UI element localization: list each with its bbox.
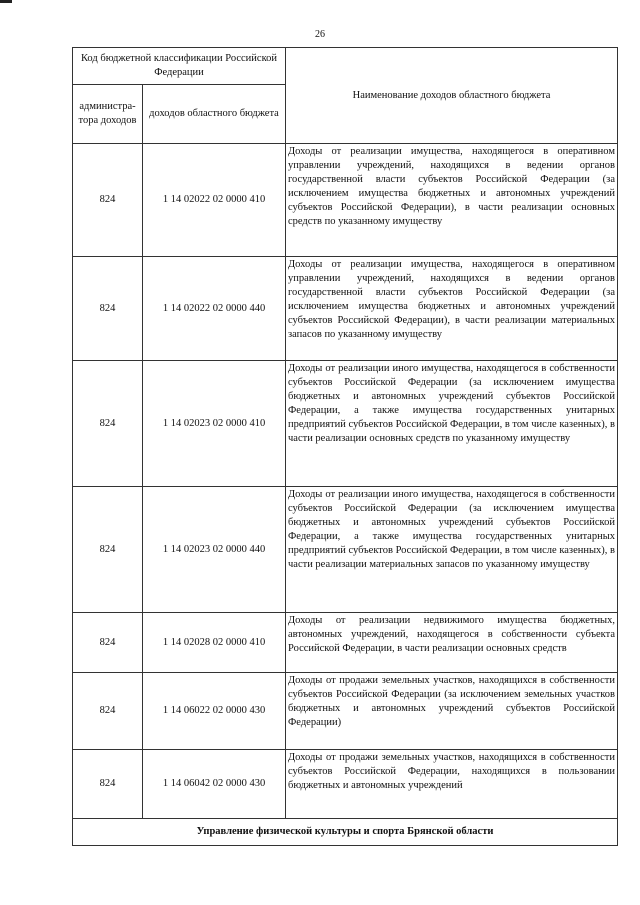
admin-code-cell: 824 [73,144,143,257]
header-budget-classification: Код бюджетной классификации Российской Федерации [73,48,286,85]
header-revenue-code: доходов областного бюджета [143,85,286,144]
revenue-table [72,47,618,846]
revenue-code-cell: 1 14 02023 02 0000 440 [143,487,286,613]
revenue-code-cell: 1 14 06042 02 0000 430 [143,750,286,819]
section-title: Управление физической культуры и спорта Брянской области [73,819,618,846]
table-row [73,673,618,750]
page-number: 26 [315,29,325,40]
revenue-name-cell: Доходы от реализации имущества, находящегося в оперативном управлении учреждений, находящихся в ведении органов государственной власти субъектов Российской Федерации (за исключением имущества бюджетных и автономных учреждений субъектов Российской Федерации), в части реализации основных средств по указанному имуществу [286,144,618,257]
revenue-name-cell: Доходы от реализации недвижимого имущества бюджетных, автономных учреждений, находящегося в собственности субъекта Российской Федерации, в части реализации основных средств [286,613,618,673]
revenue-name-cell: Доходы от продажи земельных участков, находящихся в собственности субъектов Российской Федерации, находящихся в пользовании бюджетных и автономных учреждений [286,750,618,819]
admin-code-cell: 824 [73,613,143,673]
revenue-name-cell: Доходы от реализации имущества, находящегося в оперативном управлении учреждений, находящихся в ведении органов государственной власти субъектов Российской Федерации (за исключением имущества бюджетных и автономных учреждений субъектов Российской Федерации), в части реализации материальных запасов по указанному имуществу [286,257,618,361]
revenue-name-cell: Доходы от продажи земельных участков, находящихся в собственности субъектов Российской Федерации (за исключением земельных участков бюджетных и автономных учреждений субъектов Российской Федерации) [286,673,618,750]
admin-code-cell: 824 [73,750,143,819]
table-row [73,750,618,819]
revenue-name-cell: Доходы от реализации иного имущества, находящегося в собственности субъектов Российской Федерации (за исключением имущества бюджетных и автономных учреждений субъектов Российской Федерации, а также имущества государственных унитарных предприятий субъектов Российской Федерации, в том числе казенных), в части реализации материальных запасов по указанному имуществу [286,487,618,613]
admin-code-cell: 824 [73,487,143,613]
table-row [73,613,618,673]
revenue-code-cell: 1 14 02022 02 0000 440 [143,257,286,361]
table-body [73,144,618,819]
table-row [73,361,618,487]
admin-code-cell: 824 [73,361,143,487]
table-row [73,487,618,613]
header-revenue-name: Наименование доходов областного бюджета [286,48,618,144]
revenue-code-cell: 1 14 02028 02 0000 410 [143,613,286,673]
table-row [73,257,618,361]
revenue-code-cell: 1 14 02023 02 0000 410 [143,361,286,487]
revenue-name-cell: Доходы от реализации иного имущества, находящегося в собственности субъектов Российской Федерации (за исключением имущества бюджетных и автономных учреждений субъектов Российской Федерации, а также имущества государственных унитарных предприятий субъектов Российской Федерации, в том числе казенных), в части реализации основных средств по указанному имуществу [286,361,618,487]
revenue-code-cell: 1 14 02022 02 0000 410 [143,144,286,257]
revenue-code-cell: 1 14 06022 02 0000 430 [143,673,286,750]
header-administrator: администра-тора доходов [73,85,143,144]
admin-code-cell: 824 [73,257,143,361]
admin-code-cell: 824 [73,673,143,750]
table-row [73,144,618,257]
corner-mark [0,0,12,3]
